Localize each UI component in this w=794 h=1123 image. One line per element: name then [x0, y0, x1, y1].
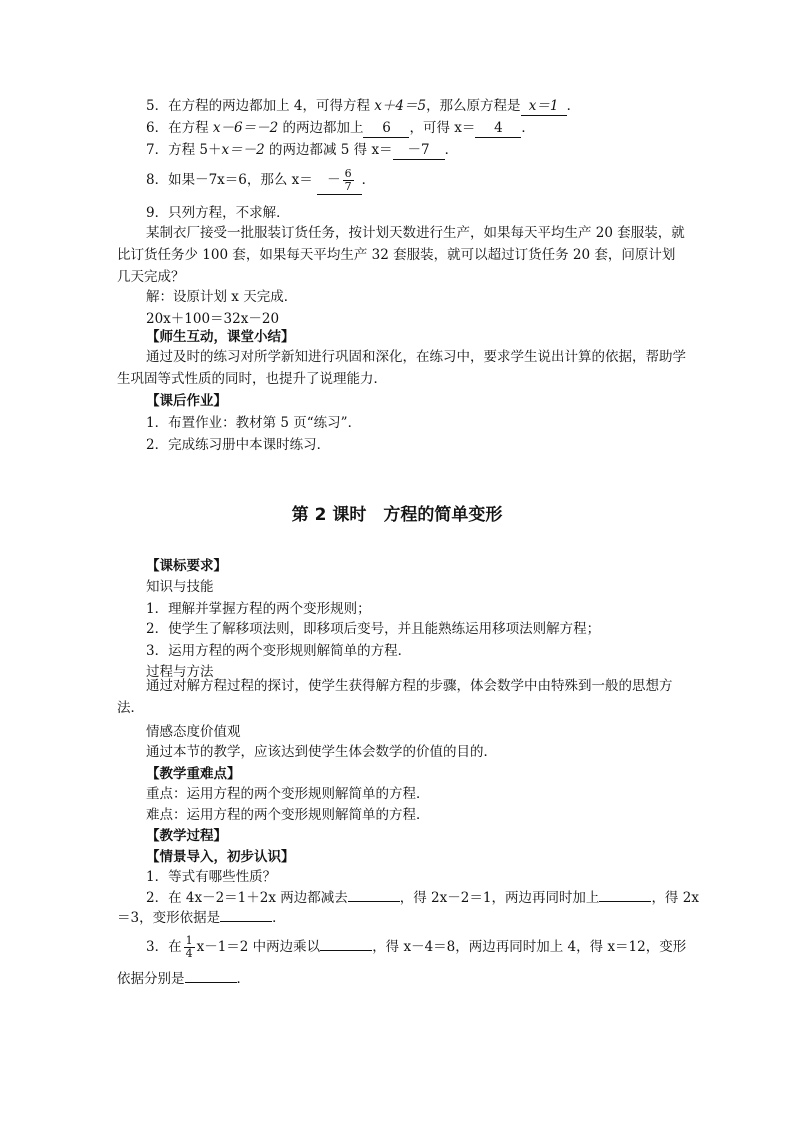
q3-denominator: 4: [185, 947, 193, 960]
q8-fraction: [343, 168, 354, 193]
subheading-knowledge: 知识与技能: [146, 579, 214, 595]
solution-line-1: 解：设原计划 x 天完成．: [146, 289, 298, 305]
subheading-process: 过程与方法: [146, 664, 214, 680]
q2-text-b: ，得 2x－2＝1，两边再同时加上: [399, 890, 600, 906]
q6-text: 6．在方程: [146, 120, 213, 136]
q3-text-c: ，得 x－4＝8，两边再同时加上 4，得 x＝12，变形: [372, 939, 687, 955]
intro-question-3-cont: [117, 970, 250, 988]
q3-text-a: 3．在: [146, 939, 182, 955]
q7-text-mid: 的两边都减 5 得 x＝: [264, 142, 393, 158]
q5-text: 5．在方程的两边都加上 4，可得方程: [146, 98, 375, 114]
question-6: [146, 119, 535, 138]
key-point: 重点：运用方程的两个变形规则解简单的方程．: [146, 786, 430, 802]
intro-question-2-cont: [117, 909, 286, 927]
q3-end: ．: [236, 971, 250, 987]
intro-question-2: [146, 889, 699, 907]
q6-end: ．: [521, 120, 535, 136]
difficult-point: 难点：运用方程的两个变形规则解简单的方程．: [146, 807, 430, 823]
heading-teaching-process: 【教学过程】: [146, 828, 227, 844]
process-paragraph: 通过对解方程过程的探讨，使学生获得解方程的步骤，体会数学中由特殊到一般的思想方法．: [117, 678, 673, 716]
q2-text-c: ，得 2x: [651, 890, 699, 906]
q8-sign: －: [327, 172, 341, 188]
q8-numerator: 6: [344, 167, 352, 180]
solution-equation: 20x＋100＝32x－20: [146, 311, 280, 327]
knowledge-item-1: 1．理解并掌握方程的两个变形规则；: [146, 601, 371, 617]
q2-end: ．: [272, 910, 286, 926]
q5-answer: x＝1: [521, 97, 567, 116]
q2-text-a: 2．在 4x－2＝1＋2x 两边都减去: [146, 890, 348, 906]
q3-blank-2: [185, 982, 237, 983]
q6-text-mid2: ，可得 x＝: [409, 120, 476, 136]
question-5: [146, 97, 580, 116]
q8-text: 8．如果－7x＝6，那么 x＝: [146, 172, 313, 188]
emotion-text: 通过本节的教学，应该达到使学生体会数学的价值的目的．: [146, 744, 497, 760]
knowledge-item-3: 3．运用方程的两个变形规则解简单的方程．: [146, 643, 412, 659]
q2-text-d: ＝3，变形依据是: [117, 910, 221, 926]
homework-item-2: 2．完成练习册中本课时练习．: [146, 437, 331, 453]
heading-intro: 【情景导入，初步认识】: [146, 849, 295, 865]
q6-answer-1: 6: [363, 119, 409, 138]
q5-end: ．: [566, 98, 581, 114]
subheading-emotion: 情感态度价值观: [146, 724, 241, 740]
q5-text-mid: ，那么原方程是: [426, 98, 521, 114]
question-8: [146, 166, 375, 195]
question-9: 9．只列方程，不求解．: [146, 205, 290, 221]
intro-question-1: 1．等式有哪些性质？: [146, 869, 277, 885]
knowledge-item-2: 2．使学生了解移项法则，即移项后变号，并且能熟练运用移项法则解方程；: [146, 621, 601, 637]
lesson-title: 第 2 课时 方程的简单变形: [291, 505, 503, 525]
q7-equation: x＝－2: [221, 142, 265, 158]
q3-text-b: x－1＝2 中两边乘以: [196, 939, 321, 955]
q6-text-mid: 的两边都加上: [278, 120, 364, 136]
q2-blank-2: [599, 901, 651, 902]
q8-answer: [317, 166, 362, 195]
q7-text: 7．方程 5＋: [146, 142, 222, 158]
heading-key-points: 【教学重难点】: [146, 766, 241, 782]
q6-equation: x－6＝－2: [212, 120, 279, 136]
heading-requirements: 【课标要求】: [146, 558, 227, 574]
heading-summary: 【师生互动，课堂小结】: [146, 329, 295, 345]
intro-question-3: [146, 934, 686, 960]
q2-blank-1: [348, 901, 400, 902]
q5-equation: x＋4＝5: [374, 98, 427, 114]
question-7: [146, 141, 458, 160]
q2-blank-3: [220, 921, 272, 922]
summary-paragraph: 通过及时的练习对所学新知进行巩固和深化，在练习中，要求学生说出计算的依据，帮助学生巩固等式性质的同时，也提升了说理能力．: [117, 349, 686, 387]
q8-end: ．: [361, 172, 376, 188]
homework-item-1: 1．布置作业：教材第 5 页“练习”．: [146, 415, 362, 431]
q7-end: ．: [444, 142, 459, 158]
heading-homework: 【课后作业】: [146, 393, 227, 409]
word-problem: 某制衣厂接受一批服装订货任务，按计划天数进行生产，如果每天平均生产 20 套服装，就比订货任务少 100 套，如果每天平均生产 32 套服装，就可以超过订货任务 20 套，问原计划几天完成？: [117, 225, 685, 285]
q6-answer-2: 4: [475, 119, 521, 138]
q3-numerator: 1: [185, 934, 193, 947]
q3-fraction: [184, 935, 195, 960]
q3-blank-1: [320, 950, 372, 951]
q8-denominator: 7: [344, 180, 352, 193]
q3-text-d: 依据分别是: [117, 971, 185, 987]
q7-answer: －7: [393, 141, 445, 160]
